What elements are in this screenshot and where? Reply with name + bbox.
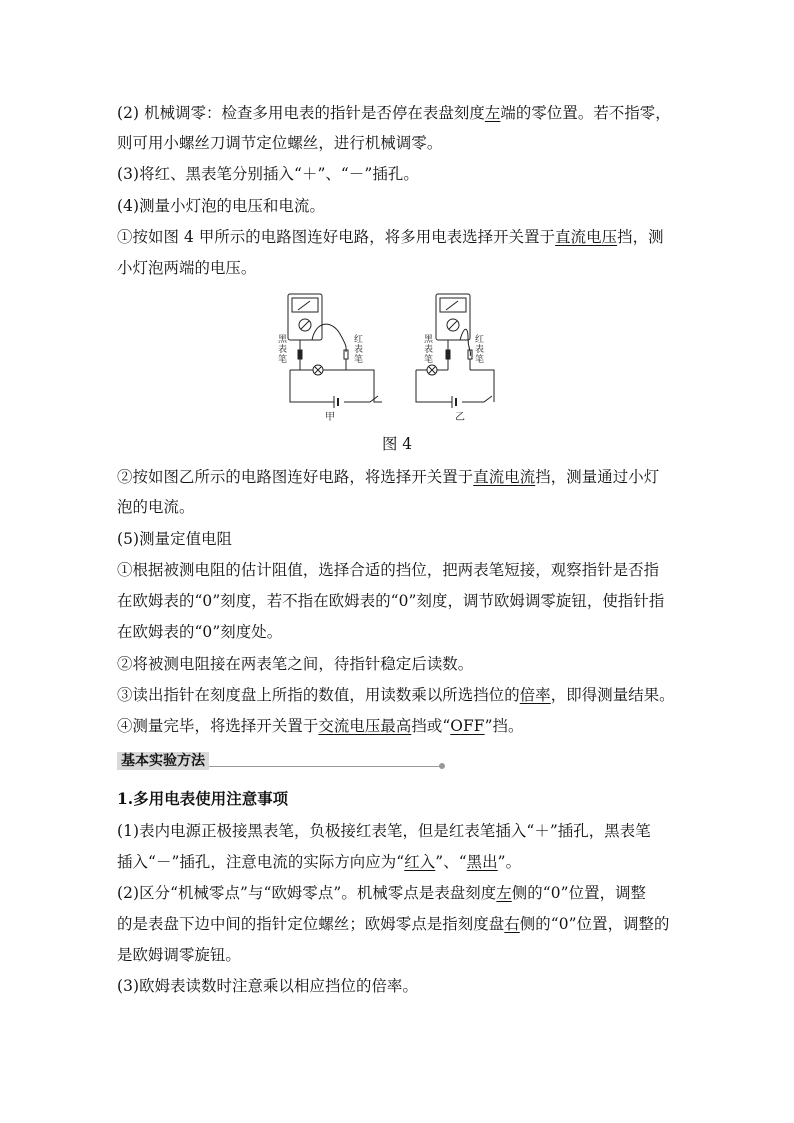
figure-right-label: 乙 xyxy=(455,412,465,423)
text: (2)区分“机械零点”与“欧姆零点”。机械零点是表盘刻度 xyxy=(117,884,497,902)
probe-label-char: 黑 xyxy=(278,335,288,345)
text: 的是表盘下边中间的指针定位螺丝；欧姆零点是指刻度盘 xyxy=(117,915,505,933)
s1-line-1: (1)表内电源正极接黑表笔，负极接红表笔，但是红表笔插入“＋”插孔，黑表笔 xyxy=(117,822,651,840)
probe-contacts xyxy=(448,359,470,370)
meter-needle xyxy=(446,301,458,310)
probe-label-char: 表 xyxy=(475,345,485,355)
p5c xyxy=(117,685,675,705)
underlined-answer: 左 xyxy=(484,104,501,122)
left-labels xyxy=(278,333,363,423)
underlined-answer: 左 xyxy=(496,884,512,902)
black-probe xyxy=(446,350,450,359)
underlined-answer: 直流电流 xyxy=(473,468,536,486)
p5a-line-1: ①根据被测电阻的估计阻值，选择合适的挡位，把两表笔短接，观察指针是否指 xyxy=(117,561,660,579)
figure-left-label: 甲 xyxy=(325,412,335,423)
text: ”、“ xyxy=(435,853,467,871)
text: ④测量完毕，将选择开关置于 xyxy=(117,717,319,735)
text: ”。 xyxy=(497,853,522,871)
underlined-answer: 直流电压 xyxy=(555,228,618,246)
s2-line-3: 是欧姆调零旋钮。 xyxy=(117,946,241,964)
s1-line-2 xyxy=(117,852,521,872)
underlined-answer: OFF xyxy=(450,717,485,735)
text: (2) 机械调零：检查多用电表的指针是否停在表盘刻度 xyxy=(117,104,485,122)
p2-line-2: 则可用小螺丝刀调节定位螺丝，进行机械调零。 xyxy=(117,134,443,152)
p2-line-1 xyxy=(117,103,671,123)
underlined-answer: 交流电压最高 xyxy=(318,717,412,735)
wire xyxy=(290,370,334,402)
probe-label-char: 表 xyxy=(424,345,434,355)
probe-label-char: 笔 xyxy=(354,355,364,365)
p5a-line-2: 在欧姆表的“0”刻度，若不指在欧姆表的“0”刻度，调节欧姆调零旋钮，使指针指 xyxy=(117,592,665,610)
red-lead xyxy=(312,324,346,352)
red-probe-label xyxy=(354,333,363,365)
probe-label-char: 笔 xyxy=(424,355,434,365)
p4b-line-1 xyxy=(117,467,659,487)
probe-label-char: 表 xyxy=(278,345,288,355)
text: 侧的“0”位置，调整 xyxy=(511,884,647,902)
p5: (5)测量定值电阻 xyxy=(117,530,233,548)
switch xyxy=(344,396,378,402)
p5d xyxy=(117,716,524,736)
text: ，即得测量结果。 xyxy=(550,686,675,704)
probe-label-char: 红 xyxy=(354,335,364,345)
meter-needle xyxy=(298,301,310,310)
text: 挡或“ xyxy=(411,717,451,735)
text: 插入“－”插孔，注意电流的实际方向应为“ xyxy=(117,853,405,871)
black-probe-label xyxy=(278,334,288,365)
p3: (3)将红、黑表笔分别插入“＋”、“－”插孔。 xyxy=(117,165,419,183)
p4a-line-2: 小灯泡两端的电压。 xyxy=(117,259,257,277)
section-title: 基本实验方法 xyxy=(117,752,209,770)
red-lead xyxy=(460,329,471,356)
text: ③读出指针在刻度盘上所指的数值，用读数乘以所选挡位的 xyxy=(117,686,520,704)
figure-caption: 图 4 xyxy=(381,435,413,453)
black-probe-label xyxy=(424,334,434,365)
p4b-line-2: 泡的电流。 xyxy=(117,498,195,516)
multimeter-left xyxy=(288,294,322,340)
underlined-answer: 红入 xyxy=(404,853,436,871)
p4a-line-1 xyxy=(117,227,664,247)
underlined-answer: 倍率 xyxy=(519,686,551,704)
wire xyxy=(290,370,380,402)
text: 挡，测量通过小灯 xyxy=(535,468,660,486)
s2-line-2 xyxy=(117,914,670,934)
text: 挡，测 xyxy=(617,228,664,246)
probe-label-char: 表 xyxy=(354,345,364,355)
text: ②按如图乙所示的电路图连好电路，将选择开关置于 xyxy=(117,468,474,486)
p4: (4)测量小灯泡的电压和电流。 xyxy=(117,197,325,215)
switch xyxy=(462,396,492,402)
underlined-answer: 黑出 xyxy=(466,853,498,871)
p5a-line-3: 在欧姆表的“0”刻度处。 xyxy=(117,623,283,641)
section-rule-dot xyxy=(439,763,445,769)
black-probe xyxy=(298,350,302,359)
text: ①按如图 4 甲所示的电路图连好电路，将多用电表选择开关置于 xyxy=(117,228,556,246)
p5b: ②将被测电阻接在两表笔之间，待指针稳定后读数。 xyxy=(117,655,474,673)
text: 侧的“0”位置，调整的 xyxy=(519,915,670,933)
probe-label-char: 红 xyxy=(475,335,485,345)
section-heading: 1.多用电表使用注意事项 xyxy=(117,790,289,808)
multimeter-right xyxy=(436,294,470,340)
right-labels xyxy=(424,333,484,423)
probe-label-char: 黑 xyxy=(424,335,434,345)
s3: (3)欧姆表读数时注意乘以相应挡位的倍率。 xyxy=(117,977,418,995)
text: ”挡。 xyxy=(484,717,524,735)
knob-mark xyxy=(301,321,309,329)
s2-line-1 xyxy=(117,883,646,903)
circuit-figure xyxy=(270,290,510,430)
probe-label-char: 笔 xyxy=(278,355,288,365)
underlined-answer: 右 xyxy=(504,915,520,933)
circuit-left xyxy=(288,294,382,408)
red-probe-label xyxy=(475,333,484,365)
probe-label-char: 笔 xyxy=(475,355,485,365)
knob-mark xyxy=(449,321,457,329)
text: 端的零位置。若不指零， xyxy=(500,104,671,122)
